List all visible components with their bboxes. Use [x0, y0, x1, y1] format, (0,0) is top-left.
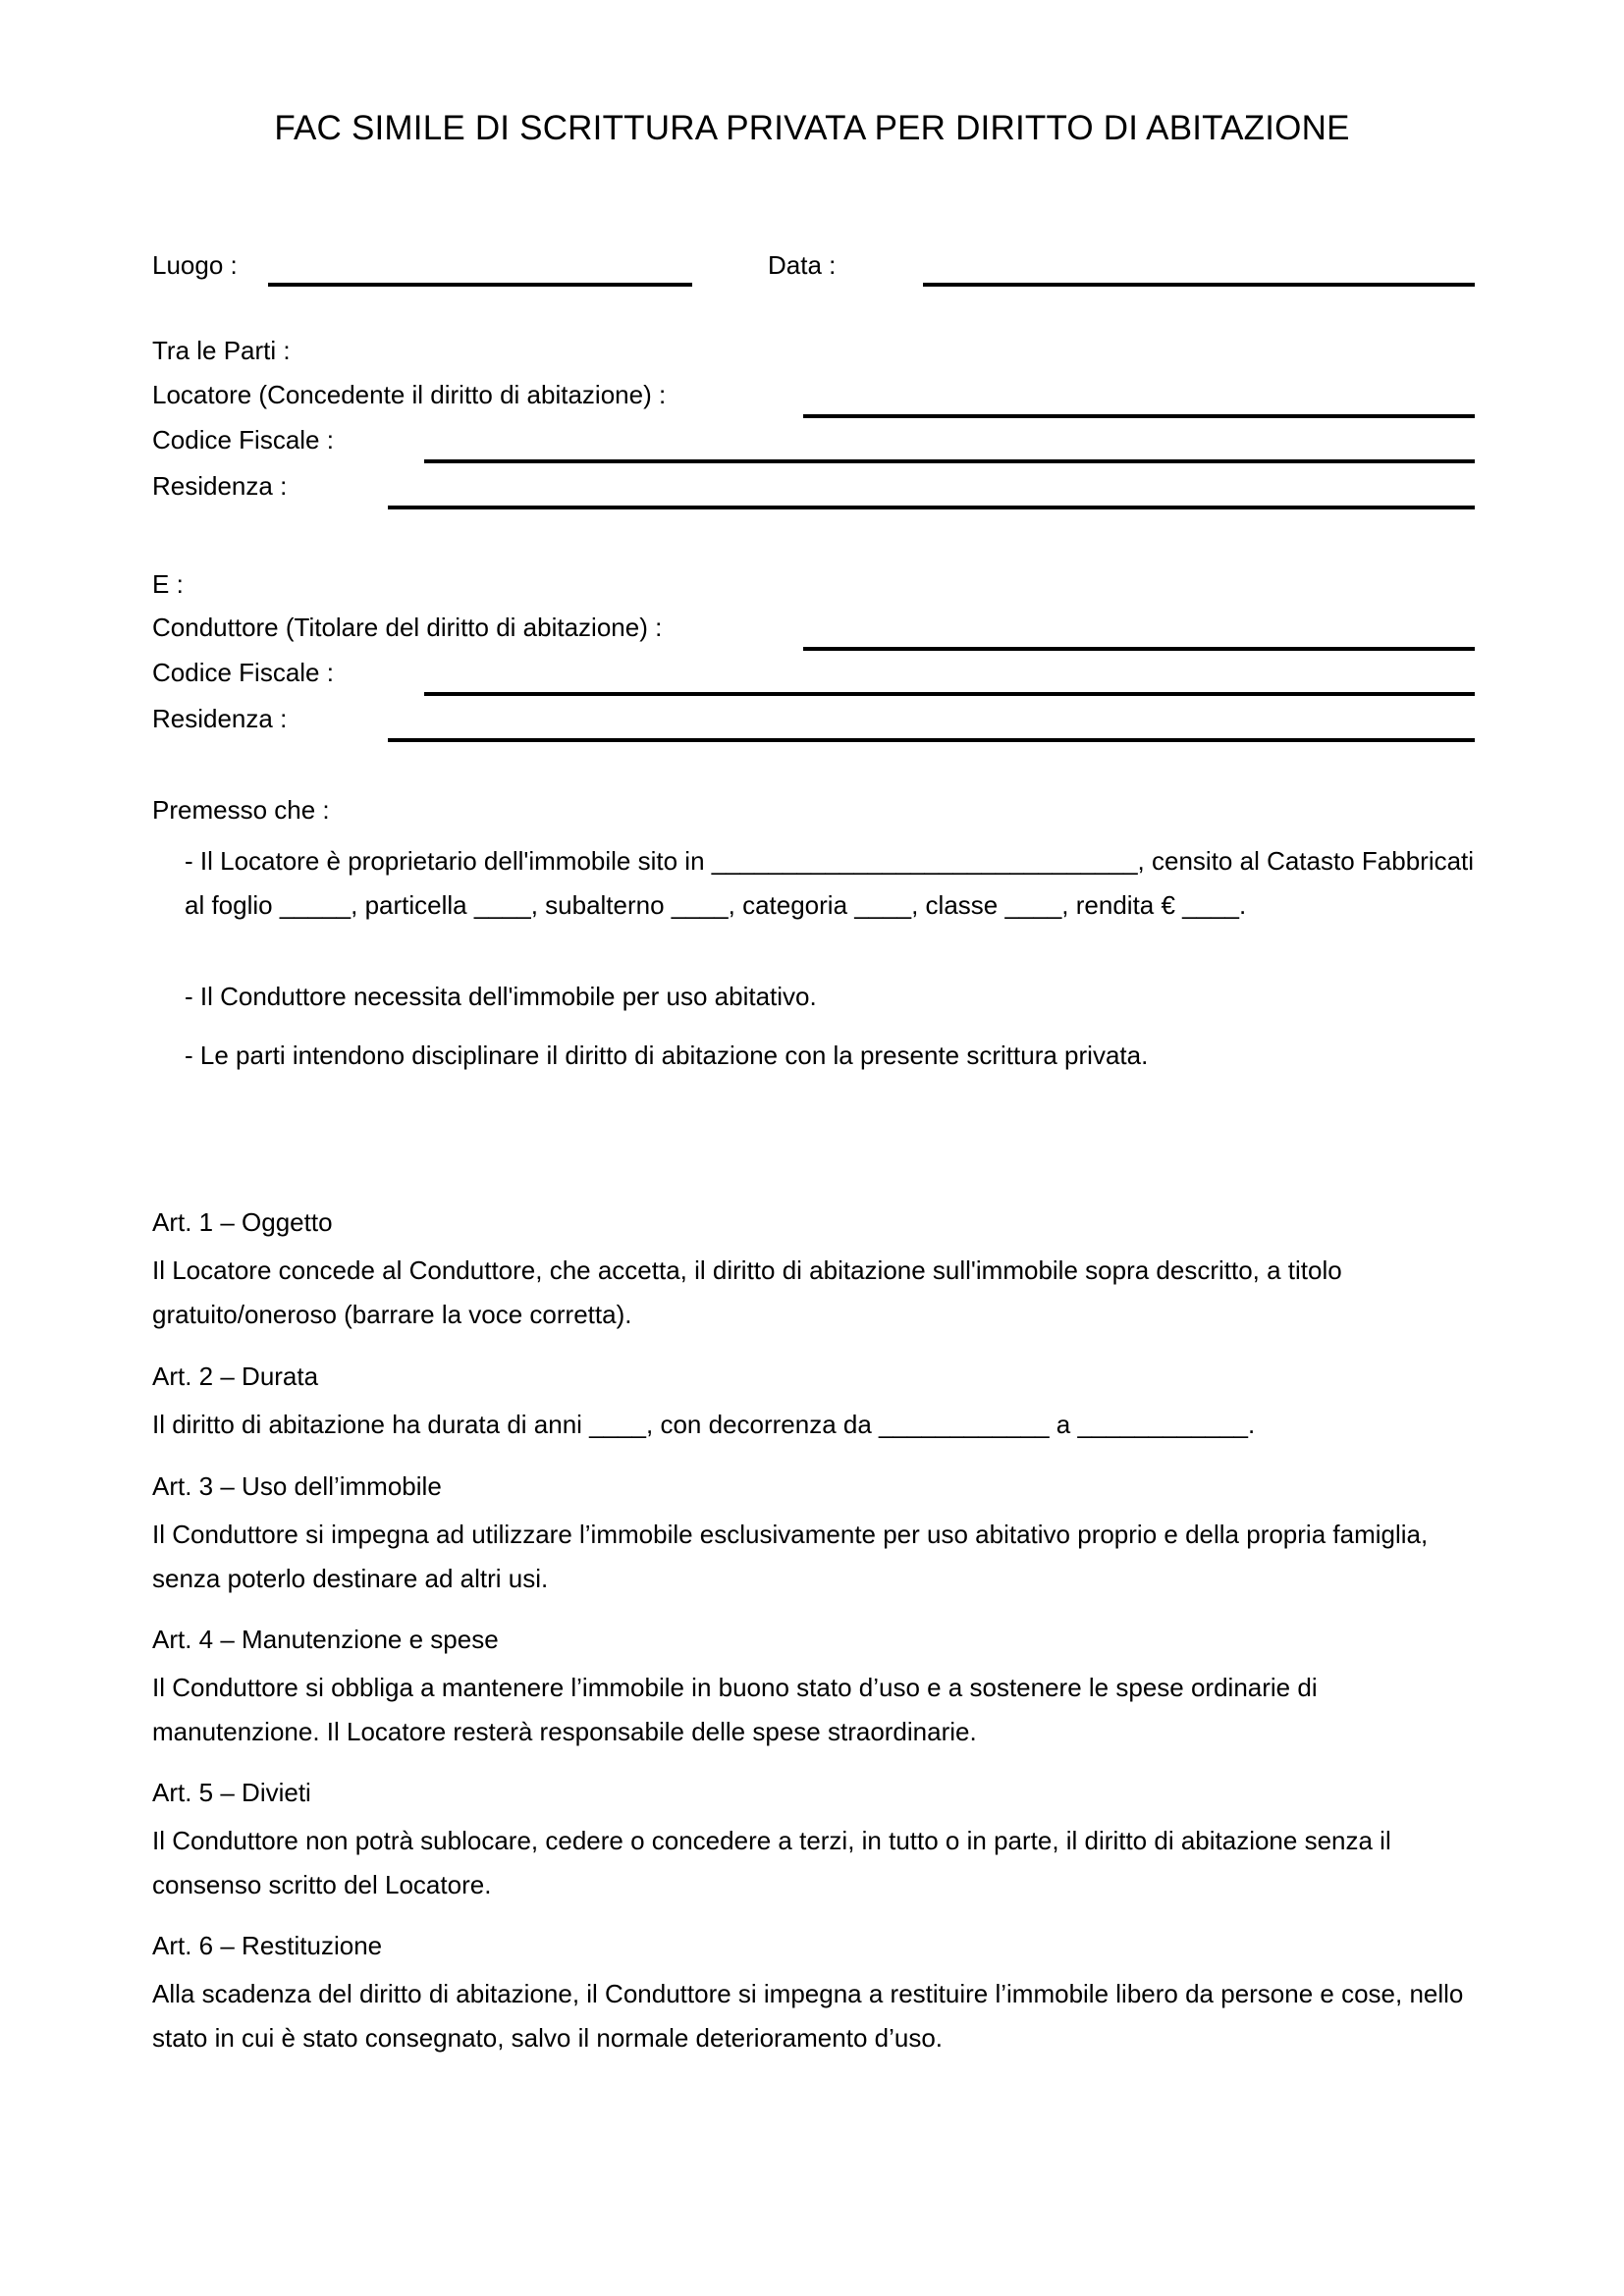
article-5-body: Il Conduttore non potrà sublocare, cedere o concedere a terzi, in tutto o in parte, il diritto di abitazione senza il consenso scritto del Locatore.	[152, 1826, 1391, 1899]
premessa-heading: Premesso che :	[152, 795, 330, 825]
conduttore-residenza-label: Residenza :	[152, 704, 288, 733]
article-1-heading: Art. 1 – Oggetto	[152, 1207, 333, 1237]
page-title: FAC SIMILE DI SCRITTURA PRIVATA PER DIRITTO DI ABITAZIONE	[274, 109, 1350, 147]
article-2-heading: Art. 2 – Durata	[152, 1362, 319, 1391]
article-4-heading: Art. 4 – Manutenzione e spese	[152, 1625, 499, 1654]
locatore-label: Locatore (Concedente il diritto di abitazione) :	[152, 380, 667, 409]
locatore-residenza-label: Residenza :	[152, 471, 288, 501]
parties-intro-label: Tra le Parti :	[152, 336, 291, 365]
premessa-item-2: - Il Conduttore necessita dell'immobile per uso abitativo.	[185, 982, 817, 1011]
article-2-body: Il diritto di abitazione ha durata di anni ____, con decorrenza da ____________ a ____________.	[152, 1410, 1256, 1439]
locatore-codice-fiscale-label: Codice Fiscale :	[152, 425, 334, 454]
premessa-item-1: - Il Locatore è proprietario dell'immobile sito in ______________________________, censito al Catasto Fabbricati al foglio _____, particella ____, subalterno ____, categoria ____, classe ____, rendita € ____.	[185, 846, 1475, 920]
article-1-body: Il Locatore concede al Conduttore, che accetta, il diritto di abitazione sull'immobile sopra descritto, a titolo gratuito/oneroso (barrare la voce corretta).	[152, 1255, 1342, 1329]
conduttore-codice-fiscale-label: Codice Fiscale :	[152, 658, 334, 687]
article-3-body: Il Conduttore si impegna ad utilizzare l’immobile esclusivamente per uso abitativo proprio e della propria famiglia, senza poterlo destinare ad altri usi.	[152, 1520, 1429, 1593]
article-6-body: Alla scadenza del diritto di abitazione, il Conduttore si impegna a restituire l’immobile libero da persone e cose, nello stato in cui è stato consegnato, salvo il normale deterioramento d’uso.	[152, 1979, 1464, 2053]
conduttore-codice-fiscale-input-rule[interactable]	[424, 692, 1475, 696]
premessa-item-3: - Le parti intendono disciplinare il diritto di abitazione con la presente scrittura privata.	[185, 1041, 1149, 1070]
locatore-residenza-input-rule[interactable]	[388, 506, 1475, 509]
luogo-label: Luogo :	[152, 250, 238, 280]
article-3-heading: Art. 3 – Uso dell’immobile	[152, 1471, 442, 1501]
article-4-body: Il Conduttore si obbliga a mantenere l’immobile in buono stato d’uso e a sostenere le spese ordinarie di manutenzione. Il Locatore resterà responsabile delle spese straordinarie.	[152, 1673, 1318, 1746]
article-6-heading: Art. 6 – Restituzione	[152, 1931, 383, 1960]
article-5-heading: Art. 5 – Divieti	[152, 1778, 311, 1807]
conduttore-residenza-input-rule[interactable]	[388, 738, 1475, 742]
data-input-rule[interactable]	[923, 283, 1475, 287]
conduttore-input-rule[interactable]	[803, 647, 1475, 651]
conduttore-label: Conduttore (Titolare del diritto di abitazione) :	[152, 613, 663, 642]
data-label: Data :	[768, 250, 837, 280]
and-label: E :	[152, 569, 184, 599]
locatore-codice-fiscale-input-rule[interactable]	[424, 459, 1475, 463]
luogo-input-rule[interactable]	[268, 283, 692, 287]
locatore-input-rule[interactable]	[803, 414, 1475, 418]
